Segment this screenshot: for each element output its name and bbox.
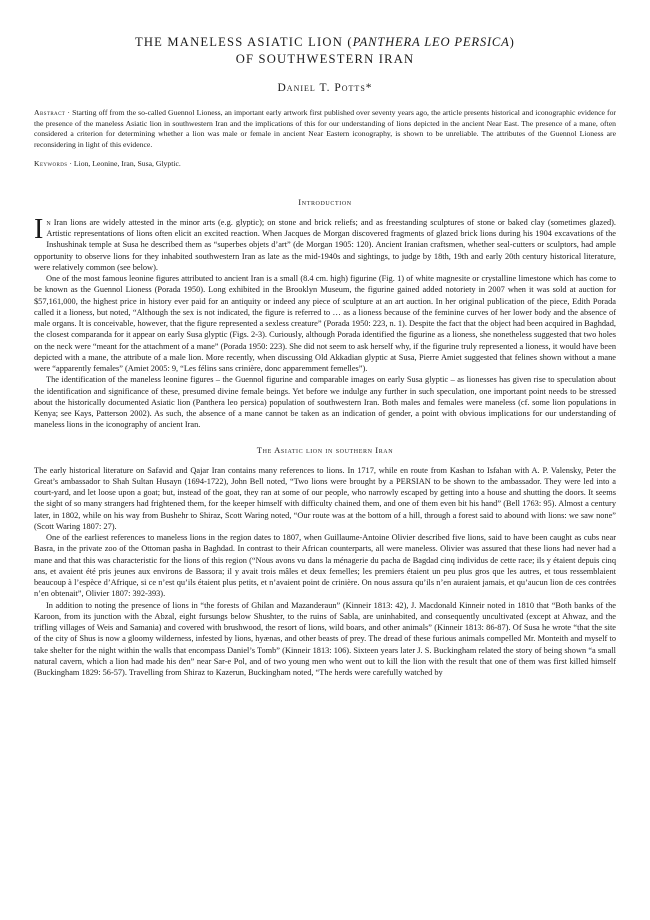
article-title xyxy=(34,34,616,68)
author-name: Daniel T. Potts* xyxy=(277,82,373,94)
abstract xyxy=(34,108,616,150)
title-line1-prefix: THE MANELESS ASIATIC LION ( xyxy=(134,35,353,49)
intro-paragraph-1 xyxy=(34,213,616,273)
title-line2: OF SOUTHWESTERN IRAN xyxy=(235,52,415,66)
article-body xyxy=(34,197,616,679)
intro-paragraph-2: One of the most famous leonine figures attributed to ancient Iran is a small (8.4 cm. high) figurine (Fig. 1) of white magnesite or crystalline limestone which has come to be known as the Guennol Lioness (Porada 1950). Long exhibited in the Brooklyn Museum, the figurine gained added notoriety in 2007 when it was sold at auction for $57,161,000, the highest price in history ever paid for an antiquity or indeed any piece of sculpture at an art auction. In her original publication of the piece, Edith Porada called it a lioness, but noted, “Although the sex is not indicated, the figure is referred to … as a lioness because of the feminine curves of her lower body and the absence of male organs. It is conceivable, however, that the figure represented a sexless creature” (Porada 1950: 223, n. 1). Despite the fact that the object had been acquired in Baghdad, the closest comparanda for it appear on early Susa glyptic (Figs. 2-3). Curiously, although Porada identified the figurine as a lioness, she nonetheless suggested that two holes on the neck were “meant for the attachment of a mane” (Porada 1950: 223). She did not seem to ask herself why, if the figurine truly represented a lioness, it would have been depicted with a mane, the attribute of a male lion. More recently, when discussing Old Akkadian glyptic at Susa, Pierre Amiet suggested that felines shown without a mane were “apparently females” (Amiet 2005: 9, “Les félins sans crinière, donc apparemment femelles”). xyxy=(34,274,616,374)
drop-cap: I xyxy=(34,213,44,245)
abstract-separator: · xyxy=(65,108,73,117)
section-heading-asiatic-lion: The Asiatic lion in southern Iran xyxy=(256,444,394,455)
keywords-text: Lion, Leonine, Iran, Susa, Glyptic. xyxy=(73,159,181,169)
keywords-separator: · xyxy=(67,159,74,169)
keywords-label: Keywords xyxy=(34,159,68,169)
asiatic-paragraph-1: The early historical literature on Safavid and Qajar Iran contains many references to lions. In 1717, while en route from Kashan to Isfahan with A. P. Valensky, Peter the Great’s ambassador to Shah Sultan Husayn (1694-1722), John Bell noted, “Two lions were brought by a PERSIAN to be shown to the ambassador. They were led into a court-yard, and let loose upon a goat; but, instead of the goat, they ran at some of our people, who narrowly escaped by getting into a house and shutting the doors. It seems the sight of so many strangers had frightened them, for the keeper himself with difficulty chained them, and one of them even bit his hand” (Bell 1763: 95). Almost a century later, in 1802, while on his way from Bushehr to Shiraz, Scott Waring noted, “Our route was at the bottom of a hill, through a forest said to abound with lions: we saw none” (Scott Waring 1807: 27). xyxy=(34,465,616,531)
intro-lead-word: n xyxy=(46,217,51,227)
title-line1-suffix: ) xyxy=(509,35,516,49)
intro-paragraph-1-text: Iran lions are widely attested in the minor arts (e.g. glyptic); on stone and brick reliefs; and as freestanding sculptures of stone or baked clay (sometimes glazed). Artistic representations of lions often elicit an excited reaction. When Jacques de Morgan discovered fragments of glazed brick lions during his 1904 excavations of the Inshushinak temple at Susa he described them as “superbes objets d’art” (de Morgan 1905: 120). Ancient Iranian craftsmen, whether seal-cutters or sculptors, had ample opportunity to observe lions for they inhabited southwestern Iran as late as the mid-1940s and sightings, to judge by 18th, 19th and early 20th century historical literature, were relatively common (see below). xyxy=(34,217,616,272)
title-line1-species: PANTHERA LEO PERSICA xyxy=(352,35,510,49)
asiatic-paragraph-2: One of the earliest references to maneless lions in the region dates to 1807, when Guillaume-Antoine Olivier described five lions, said to have been caught as cubs near Basra, in the private zoo of the Ottoman pasha in Baghdad. In contrast to their African counterparts, all were maneless. Olivier was assured that these lions had never had a mane and that this was characteristic for the lions of this region (“Nous avons vu dans la ménagerie du pacha de Bagdad cinq individus de cette race; ils y étaient depuis cinq ans, et avaient été pris jeunes aux environs de Bassora; il y avait trois mâles et deux femelles; les premiers étaient un peu plus gros que les autres, et tous ressemblaient beaucoup à l’espèce d’Afrique, si ce n’est qu’ils étaient plus petits, et n’avaient point de crinière. On nous assura qu’ils n’en auraient jamais, et qu’aucun lion de ces contrées n’en obtenait”, Olivier 1807: 392-393). xyxy=(34,533,616,599)
asiatic-paragraph-3: In addition to noting the presence of lions in “the forests of Ghilan and Mazanderaun” (Kinneir 1813: 42), J. Macdonald Kinneir noted in 1810 that “Both banks of the Karoon, from its junction with the Abzal, eight fursungs below Shushter, to the ruins of Sabla, are uninhabited, and consequently uncultivated (except at Ahwaz, and the trifling villages of Weis and Samania) and covered with brushwood, the resort of lions, wild boars, and other animals” (Kinneir 1813: 86-87). Of Susa he wrote “that the site of the city of Shus is now a gloomy wilderness, infested by lions, hyænas, and other beasts of prey. The dread of these furious animals compelled Mr. Monteith and myself to take shelter for the night within the walls that encompass Daniel’s Tomb” (Kinneir 1813: 106). Sixteen years later J. S. Buckingham related the story of being shown “a small natural cavern, which a lion had made his den” near Sar-e Pol, and of two young men who went out to kill the lion with the result that one of them was first killed himself (Buckingham 1829: 56-57). Travelling from Shiraz to Kazerun, Buckingham noted, “The herds were carefully watched by xyxy=(34,600,616,678)
abstract-label: Abstract xyxy=(34,108,66,117)
keywords xyxy=(34,159,616,170)
abstract-text: Starting off from the so-called Guennol Lioness, an important early artwork first published over seventy years ago, the article presents historical and iconographic evidence for the presence of the maneless Asiatic lion in southwestern Iran and the implications of this for our understanding of lions depicted in the ancient Near East. The presence of a mane, often considered a criterion for determining whether a lion was male or female in ancient Near Eastern iconography, is shown to be unreliable. The attributes of the Guennol Lioness are reconsidering in light of this evidence. xyxy=(34,108,616,149)
section-heading-introduction: Introduction xyxy=(298,196,352,207)
intro-paragraph-3: The identification of the maneless leonine figures – the Guennol figurine and comparable images on early Susa glyptic – as lionesses has given rise to speculation about the identification and significance of these, presumed divine female beings. Yet before we indulge any further in such speculation, one important point needs to be stressed about the historically documented Asiatic lion (Panthera leo persica) population of southwestern Iran. Both males and females were maneless (cf. some lion populations in Kenya; see Kays, Patterson 2002). As such, the absence of a mane cannot be taken as an indication of gender, a point with obvious implications for our understanding of maneless lions in the iconography of ancient Iran. xyxy=(34,375,616,430)
